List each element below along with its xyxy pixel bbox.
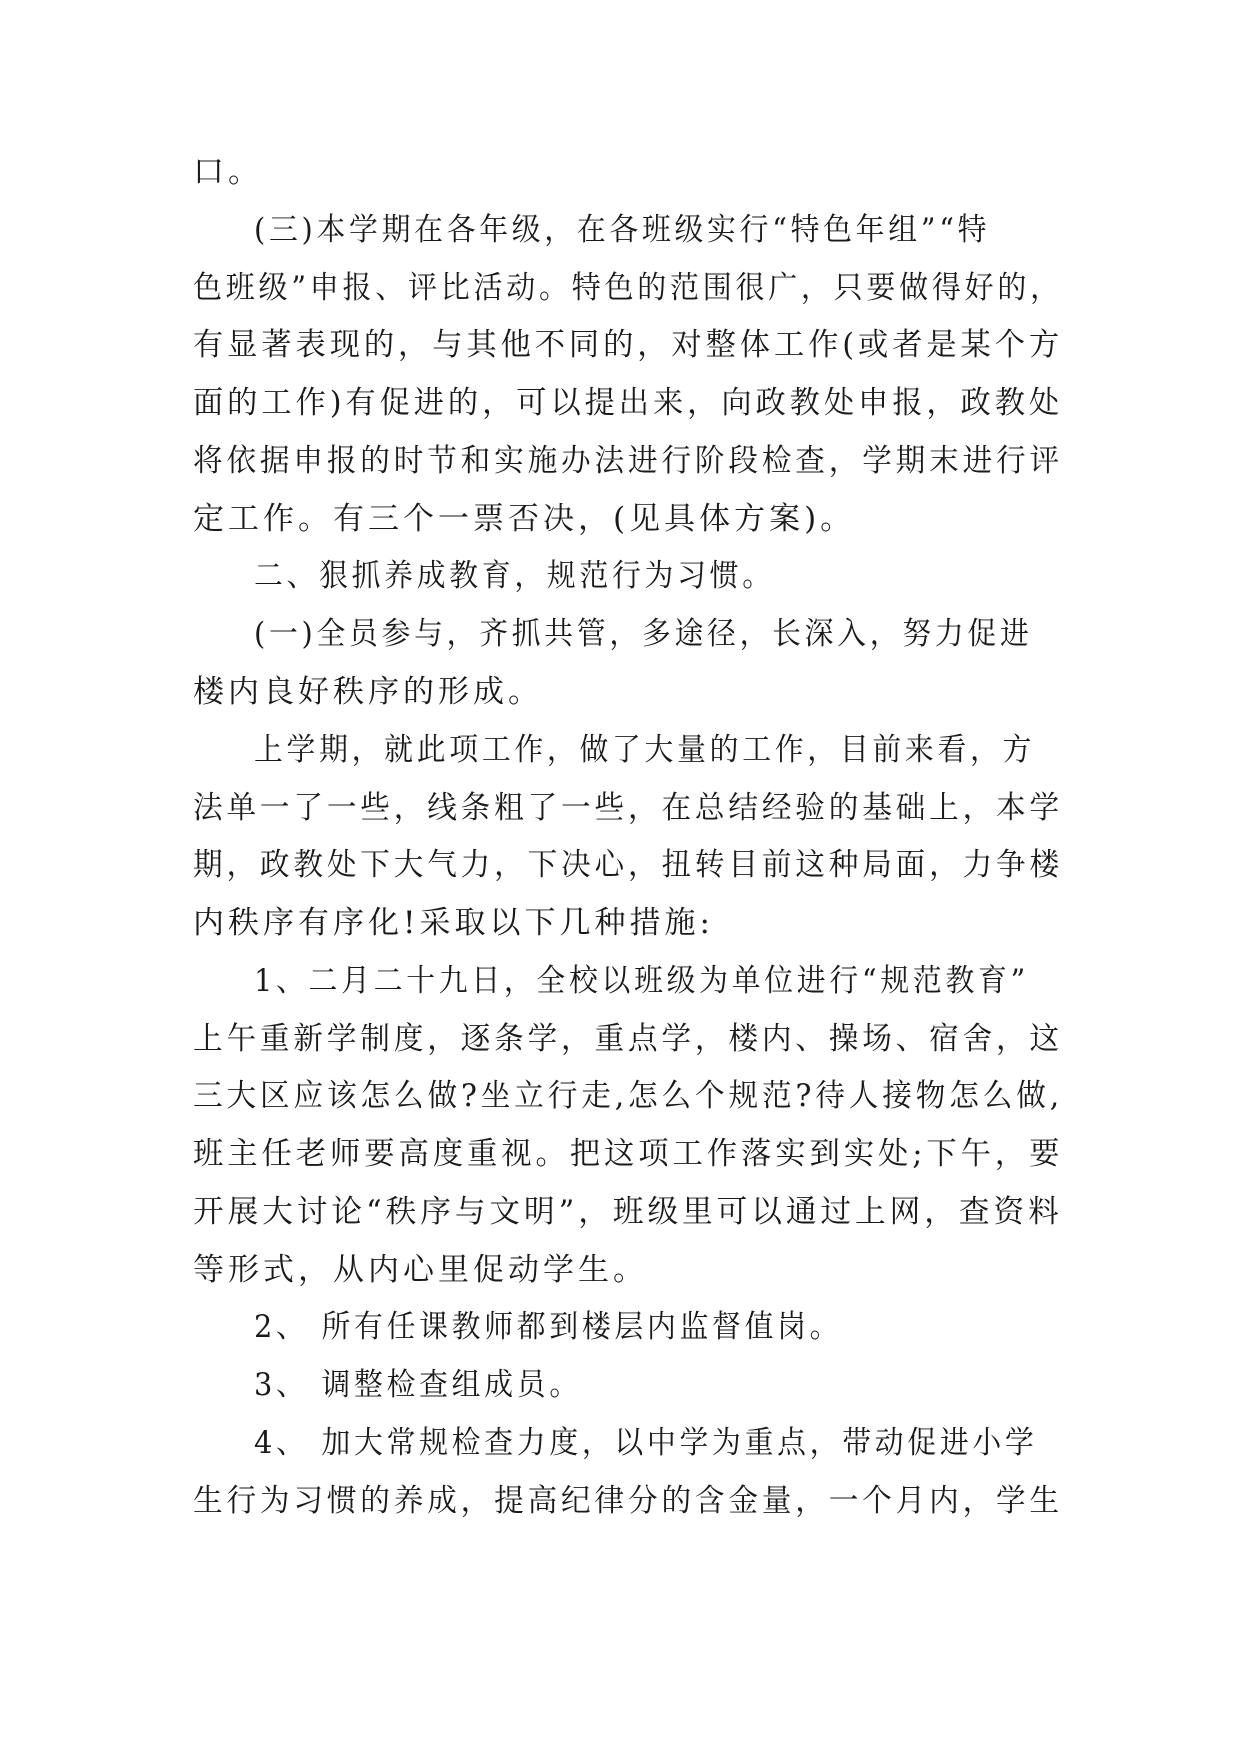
text-line-1: 口。	[193, 154, 263, 190]
text-line-21: 2、 所有任课教师都到楼层内监督值岗。	[254, 1309, 843, 1345]
text-line-11: 上学期，就此项工作，做了大量的工作，目前来看，方	[254, 732, 1036, 768]
text-line-22: 3、 调整检查组成员。	[254, 1367, 582, 1403]
text-line-17: 三大区应该怎么做?坐立行走,怎么个规范?待人接物怎么做,	[193, 1078, 1063, 1114]
text-line-19: 开展大讨论“秩序与文明”，班级里可以通过上网，查资料	[193, 1194, 1063, 1230]
text-line-8: 二、狠抓养成教育，规范行为习惯。	[254, 558, 775, 594]
text-line-10: 楼内良好秩序的形成。	[193, 674, 543, 710]
text-line-3: 色班级”申报、评比活动。特色的范围很广，只要做得好的，	[193, 270, 1063, 306]
text-line-2: (三)本学期在各年级，在各班级实行“特色年组”“特	[254, 212, 991, 248]
text-line-6: 将依据申报的时节和实施办法进行阶段检查，学期末进行评	[193, 443, 1063, 479]
text-line-16: 上午重新学制度，逐条学，重点学，楼内、操场、宿舍，这	[193, 1021, 1063, 1057]
text-line-14: 内秩序有序化!采取以下几种措施:	[193, 905, 714, 941]
text-line-18: 班主任老师要高度重视。把这项工作落实到实处;下午，要	[193, 1136, 1064, 1172]
text-line-5: 面的工作)有促进的，可以提出来，向政教处申报，政教处	[193, 385, 1064, 421]
text-line-7: 定工作。有三个一票否决，(见具体方案)。	[193, 501, 856, 537]
text-line-20: 等形式，从内心里促动学生。	[193, 1252, 648, 1288]
text-line-23: 4、 加大常规检查力度，以中学为重点，带动促进小学	[254, 1425, 1038, 1461]
text-line-13: 期，政教处下大气力，下决心，扭转目前这种局面，力争楼	[193, 847, 1063, 883]
text-line-24: 生行为习惯的养成，提高纪律分的含金量，一个月内，学生	[193, 1483, 1063, 1519]
text-line-9: (一)全员参与，齐抓共管，多途径，长深入，努力促进	[254, 616, 1033, 652]
text-line-12: 法单一了一些，线条粗了一些，在总结经验的基础上，本学	[193, 790, 1063, 826]
text-line-15: 1、二月二十九日，全校以班级为单位进行“规范教育”	[254, 963, 1029, 999]
text-line-4: 有显著表现的，与其他不同的，对整体工作(或者是某个方	[193, 327, 1064, 363]
